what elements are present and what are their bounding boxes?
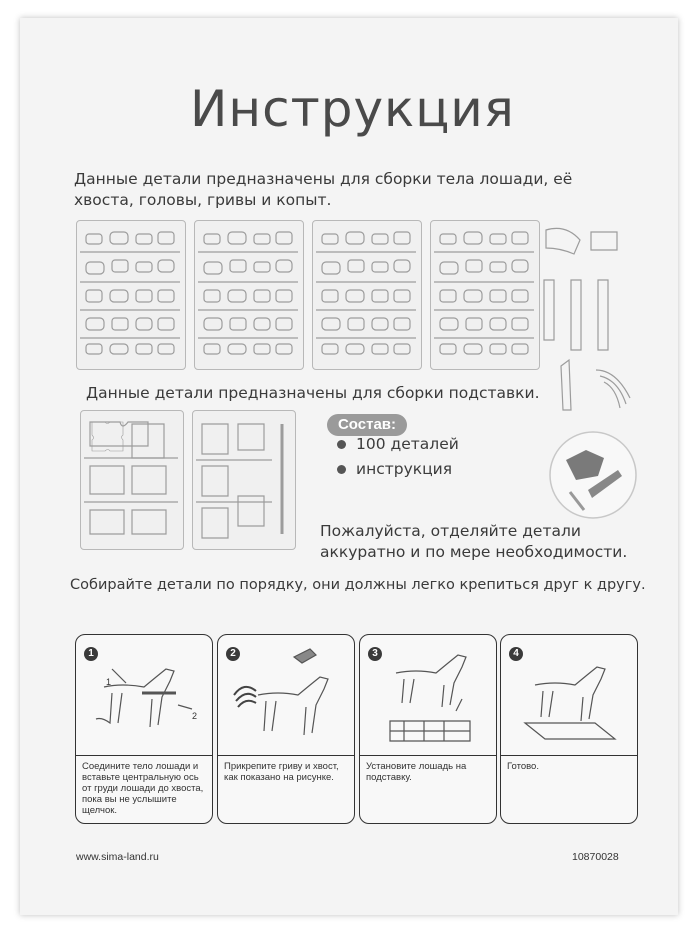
callout-2: 2 — [192, 711, 198, 721]
please-text: Пожалуйста, отделяйте детали аккуратно и по мере необходимости. — [320, 522, 628, 561]
intro-text: Данные детали предназначены для сборки тела лошади, её хвоста, головы, гривы и копыт. — [74, 170, 573, 209]
contents-item-label: 100 деталей — [356, 435, 459, 453]
step-number: 3 — [368, 647, 382, 661]
contents-badge: Состав: — [327, 414, 407, 436]
bullet-dot — [337, 440, 346, 449]
order-text: Собирайте детали по порядку, они должны легко крепиться друг к другу. — [70, 577, 646, 593]
page-title: Инструкция — [190, 80, 515, 138]
horse-mane-tail-illustration — [224, 639, 348, 755]
stand-pieces-illustration — [80, 410, 294, 548]
step-3 — [359, 634, 497, 824]
cutter-illustration — [548, 430, 638, 520]
bullet-dot — [337, 465, 346, 474]
footer-website: www.sima-land.ru — [76, 851, 159, 863]
step-divider — [501, 755, 637, 756]
stand-text: Данные детали предназначены для сборки подставки. — [86, 384, 540, 402]
step-caption: Прикрепите гриву и хвост, как показано на рисунке. — [224, 761, 339, 783]
step-1 — [75, 634, 213, 824]
step-number: 2 — [226, 647, 240, 661]
callout-1: 1 — [106, 677, 112, 687]
contents-item-instruction — [337, 460, 452, 478]
contents-item-parts — [337, 435, 459, 453]
step-caption: Установите лошадь на подставку. — [366, 761, 467, 783]
step-number: 4 — [509, 647, 523, 661]
contents-item-label: инструкция — [356, 460, 453, 478]
step-divider — [218, 755, 354, 756]
step-caption: Готово. — [507, 761, 539, 772]
horse-body-assembly-illustration — [82, 639, 206, 755]
footer-article: 10870028 — [572, 851, 619, 863]
step-divider — [360, 755, 496, 756]
step-2 — [217, 634, 355, 824]
horse-on-stand-illustration — [366, 639, 490, 755]
step-divider — [76, 755, 212, 756]
finished-horse-illustration — [507, 639, 631, 755]
step-caption: Соедините тело лошади и вставьте центральную ось от груди лошади до хвоста, пока вы не услышите щелчок. — [82, 761, 204, 816]
step-4 — [500, 634, 638, 824]
step-number: 1 — [84, 647, 98, 661]
